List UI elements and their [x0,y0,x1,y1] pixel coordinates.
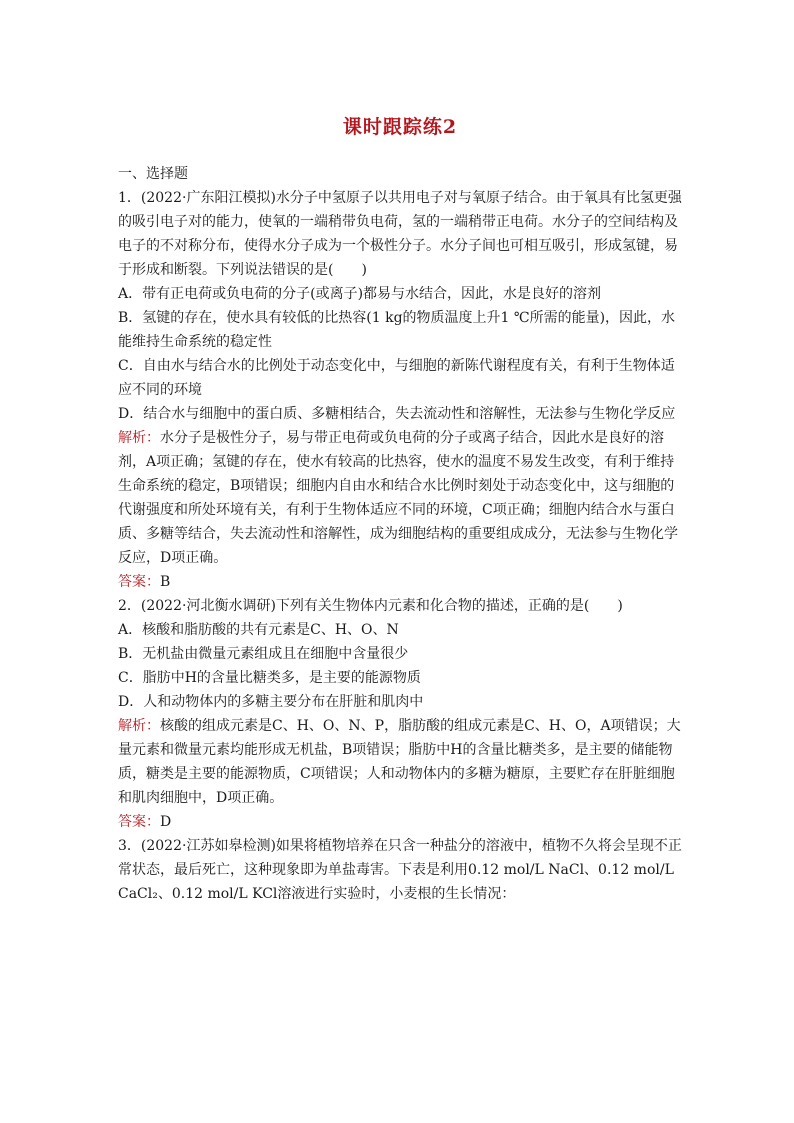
question-1 [118,186,682,594]
question-3-stem: 3．(2022·江苏如皋检测)如果将植物培养在只含一种盐分的溶液中，植物不久将会呈现不正常状态，最后死亡，这种现象即为单盐毒害。下表是利用0.12 mol/L NaCl、0.12 mol/L CaCl₂、0.12 mol/L KCl溶液进行实验时，小麦根的生长情况： [118,838,682,902]
question-1-option-a: A．带有正电荷或负电荷的分子(或离子)都易与水结合，因此，水是良好的溶剂 [118,286,602,302]
page-title: 课时跟踪练2 [342,116,458,138]
question-1-option-c: C．自由水与结合水的比例处于动态变化中，与细胞的新陈代谢程度有关，有利于生物体适应不同的环境 [118,358,675,398]
question-3 [118,834,682,906]
question-2-stem: 2．(2022·河北衡水调研)下列有关生物体内元素和化合物的描述，正确的是( ) [118,598,623,614]
question-2-option-d: D．人和动物体内的多糖主要分布在肝脏和肌肉中 [118,694,424,710]
question-1-answer [118,570,682,594]
section-heading: 一、选择题 [118,166,188,182]
answer-value: B [160,574,171,590]
analysis-text: 水分子是极性分子，易与带正电荷或负电荷的分子或离子结合，因此水是良好的溶剂，A项正确；氢键的存在，使水有较高的比热容，使水的温度不易发生改变，有利于维持生命系统的稳定，B项错误；细胞内自由水和结合水比例时刻处于动态变化中，这与细胞的代谢强度和所处环境有关，有利于生物体适应不同的环境，C项正确；细胞内结合水与蛋白质、多糖等结合，失去流动性和溶解性，成为细胞结构的重要组成成分，无法参与生物化学反应，D项正确。 [118,430,678,566]
question-1-option-b: B．氢键的存在，使水具有较低的比热容(1 kg的物质温度上升1 ℃所需的能量)，因此，水能维持生命系统的稳定性 [118,310,676,350]
question-1-analysis [118,426,682,570]
question-1-stem: 1．(2022·广东阳江模拟)水分子中氢原子以共用电子对与氧原子结合。由于氧具有比氢更强的吸引电子对的能力，使氧的一端稍带负电荷，氢的一端稍带正电荷。水分子的空间结构及电子的不对称分布，使得水分子成为一个极性分子。水分子间也可相互吸引，形成氢键，易于形成和断裂。下列说法错误的是( ) [118,190,682,278]
analysis-text: 核酸的组成元素是C、H、O、N、P，脂肪酸的组成元素是C、H、O，A项错误；大量元素和微量元素均能形成无机盐，B项错误；脂肪中H的含量比糖类多，是主要的储能物质，糖类是主要的能源物质，C项错误；人和动物体内的多糖为糖原，主要贮存在肝脏细胞和肌肉细胞中，D项正确。 [118,718,681,806]
analysis-label: 解析： [118,718,160,734]
analysis-label: 解析： [118,430,160,446]
question-2-analysis [118,714,682,810]
question-2-option-c: C．脂肪中H的含量比糖类多，是主要的能源物质 [118,670,421,686]
answer-value: D [160,814,172,830]
question-2-answer [118,810,682,834]
question-2 [118,594,682,834]
question-1-option-d: D．结合水与细胞中的蛋白质、多糖相结合，失去流动性和溶解性，无法参与生物化学反应 [118,406,676,422]
answer-label: 答案： [118,574,160,590]
document-content [118,162,682,906]
question-2-option-a: A．核酸和脂肪酸的共有元素是C、H、O、N [118,622,399,638]
answer-label: 答案： [118,814,160,830]
question-2-option-b: B．无机盐由微量元素组成且在细胞中含量很少 [118,646,409,662]
